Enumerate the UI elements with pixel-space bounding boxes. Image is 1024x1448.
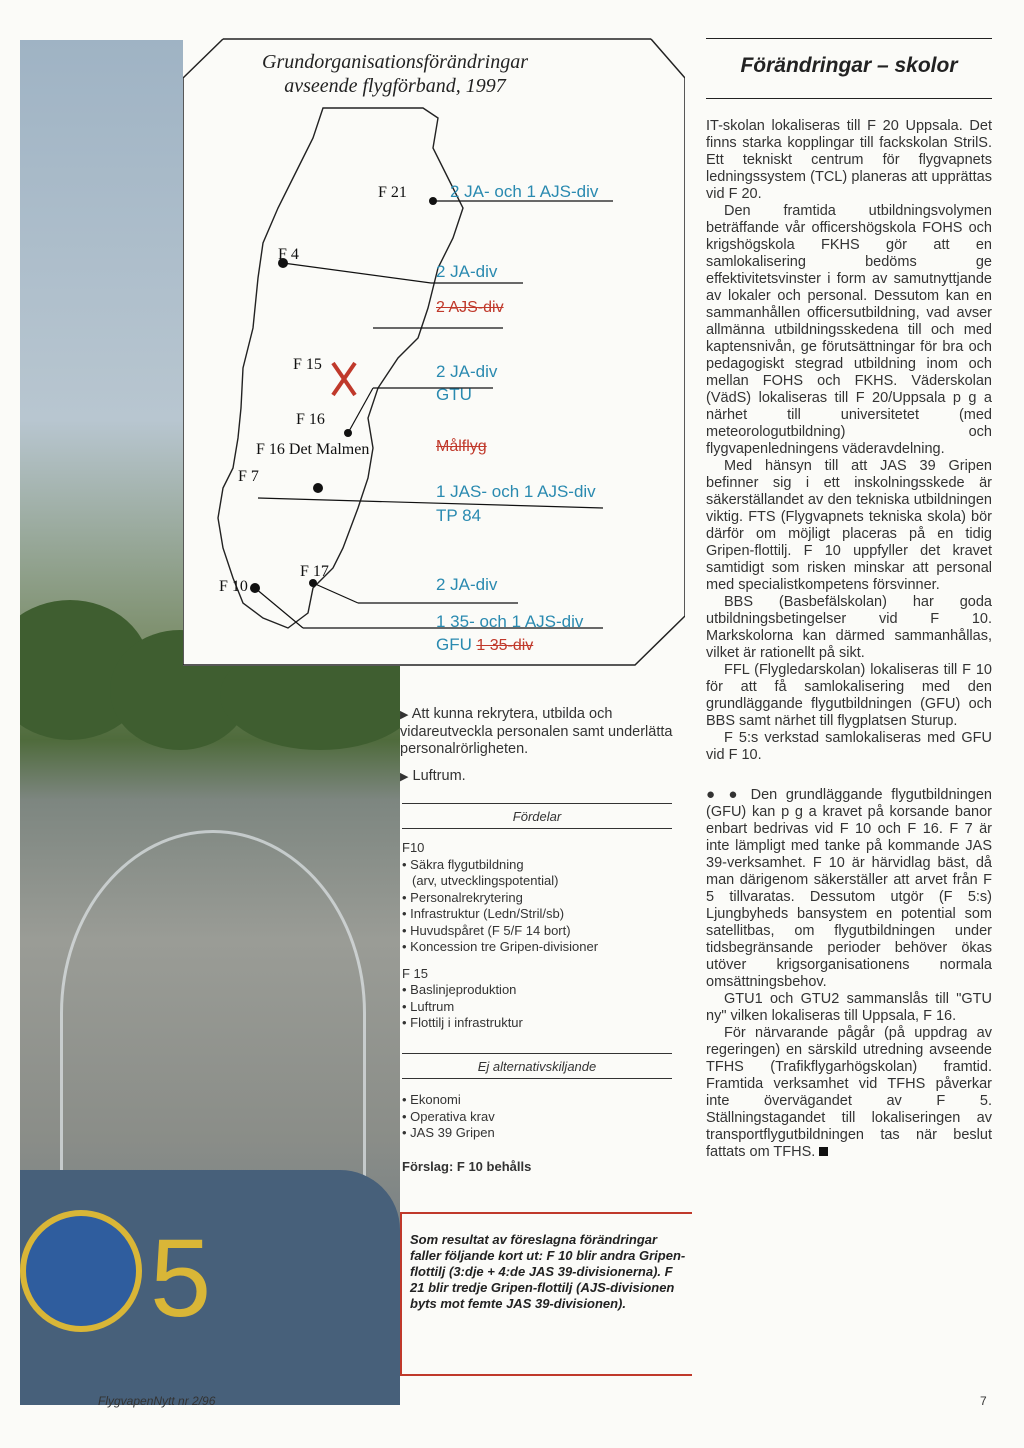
unit-f16-a: 2 JA-div xyxy=(436,362,498,381)
right-body: IT-skolan lokaliseras till F 20 Uppsala. Det finns starka kopplingar till fackskolan StrilS. Ett tekniskt centrum för flygvapnets ledningssystem (TCL) planeras att upprättas vid F 20. Den framtida utbildningsvolymen beträffande vår officershögskola FOHS och krigshögskola FKHS gör att en samlokalisering bedöms ge effektivitetsvinster i form av samutnyttjande av lokaler och personal. Dessutom kan en sammanhållen officersutbildning, vad avser allmänna utbildningsskedena till och med kaptensnivån, ge förutsättningar för bra och pedagogiskt stegrad utbildning inom och mellan FOHS och FKHS. Väderskolan (VädS) lokaliseras till F 20/Uppsala p g a närhet till universitetet (med meteorologutbildning) och flygvapenledningens väderavdelning. Med hänsyn till att JAS 39 Gripen befinner sig i ett inskolningsskede är säkerställandet av den tekniska utbildningen viktig. FTS (Flygvapnets tekniska skola) bör därför om möjligt placeras på en tidig Gripen-flottilj. F 10 uppfyller det kravet samtidigt som risken minskar att personal med specialistkompetens försvinner. BBS (Basbefälskolan) har goda utbildningsbetingelser vid F 10. Markskolorna kan därmed sammanhållas, vilket är rationellt på sikt. FFL (Flygledarskolan) lokaliseras till F 10 för att få samlokalisering med den grundläggande flygutbildningen (GFU) och BBS samt närhet till flygplatsen Sturup. F 5:s verkstad samlokaliseras med GFU vid F 10. ● ● Den grundläggande flygutbildningen (GFU) kan p g a kravet på korsande banor enbart bedrivas vid F 10 och F 16. F 7 är inte lämpligt med tanke på kommande JAS 39-verksamhet. F 10 är härvidlag bäst, då man därigenom säkerställer att arvet från F 5 tillvaratas. Dessutom utgör (F 5:s) Ljungbyheds bansystem en potential som satellitbas, om flygutbildningen under tidsbegränsande perioder behöver ökas utöver krigsorganisationens normala omsättningsbehov. GTU1 och GTU2 sammanslås till "GTU ny" vilken lokaliseras till Uppsala, F 16. För närvarande pågår (på uppdrag av regeringen) en särskild utredning avseende TFHS (Trafikflygarhögskolan) framtid. Framtida verksamhet vid TFHS påverkar inte övervägandet av F 5. Ställningstagandet till lokaliseringen av transportflygutbildningen tas när beslut fattats om TFHS. xyxy=(706,118,992,1160)
end-square-icon xyxy=(819,1147,828,1156)
result-text: Som resultat av föreslagna förändringar faller följande kort ut: F 10 blir andra Gripen-flottilj (3:dje + 4:de JAS 39-divisionerna). F 21 blir tredje Gripen-flottilj (AJS-divisionen byts mot femte JAS 39-divisionen). xyxy=(410,1232,686,1311)
unit-f10-a: 1 35- och 1 AJS-div xyxy=(436,612,584,631)
swedish-roundel-icon xyxy=(20,1210,142,1332)
base-label-f16-malmen: F 16 Det Malmen xyxy=(256,441,370,458)
unit-f10-b-row xyxy=(436,635,533,655)
unit-f7-a: 1 JAS- och 1 AJS-div xyxy=(436,482,596,501)
unit-f10-b: GFU xyxy=(436,635,472,654)
page-number: 7 xyxy=(980,1394,987,1408)
unit-f4: 2 JA-div xyxy=(436,262,498,281)
fordelar-heading: Fördelar xyxy=(512,809,562,824)
map-title: Grundorganisationsförändringar avseende flygförband, 1997 xyxy=(262,51,528,97)
ej-list: • Ekonomi • Operativa krav • JAS 39 Gripen xyxy=(402,1092,495,1140)
sweden-map xyxy=(183,38,685,666)
unit-f7-b: TP 84 xyxy=(436,506,482,525)
unit-f16-b: GTU xyxy=(436,385,472,404)
unit-f10-removed: 1 35-div xyxy=(476,637,534,654)
unit-f21: 2 JA- och 1 AJS-div xyxy=(450,182,599,201)
ej-heading: Ej alternativskiljande xyxy=(477,1059,597,1074)
bullet-recruit: ▶ Att kunna rekrytera, utbilda och vidareutveckla personalen samt underlätta personalrörligheten. xyxy=(400,706,673,757)
base-label-f15: F 15 xyxy=(293,356,322,373)
base-label-f16: F 16 xyxy=(296,411,325,428)
fordelar-list: F10 • Säkra flygutbildning (arv, utvecklingspotential) • Personalrekrytering • Infrastruktur (Ledn/Stril/sb) • Huvudspåret (F 5/F 14 bort) • Koncession tre Gripen-divisioner F 15 • Baslinjeproduktion • Luftrum • Flottilj i infrastruktur xyxy=(402,840,599,1030)
background-photo: 5 xyxy=(20,40,400,1405)
double-dot-icon: ● ● xyxy=(706,786,743,803)
base-label-f10: F 10 xyxy=(219,578,248,595)
footer-publication: FlygvapenNytt nr 2/96 xyxy=(98,1394,216,1408)
bullet-luftrum: ▶ Luftrum. xyxy=(400,768,466,784)
unit-malmen-removed: Målflyg xyxy=(436,438,487,455)
base-label-f7: F 7 xyxy=(238,468,259,485)
forslag: Förslag: F 10 behålls xyxy=(402,1159,532,1174)
right-title: Förändringar – skolor xyxy=(740,54,958,77)
triangle-bullet-icon: ▶ xyxy=(400,709,409,721)
unit-f17: 2 JA-div xyxy=(436,575,498,594)
base-label-f17: F 17 xyxy=(300,563,329,580)
triangle-bullet-icon: ▶ xyxy=(400,771,409,783)
unit-f4-removed: 2 AJS-div xyxy=(436,299,504,316)
base-label-f21: F 21 xyxy=(378,184,407,201)
base-label-f4: F 4 xyxy=(278,246,299,263)
